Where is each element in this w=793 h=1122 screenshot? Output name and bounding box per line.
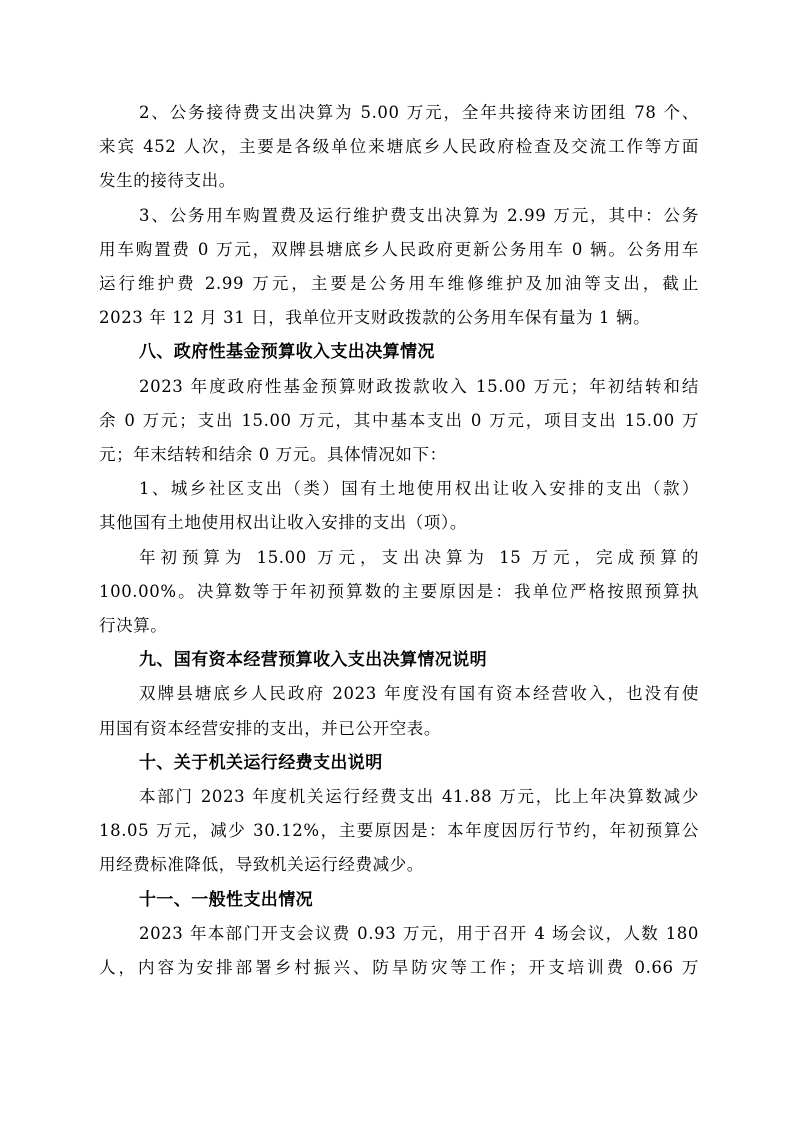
paragraph-budget-completion [99, 541, 699, 644]
text-line: 发生的接待支出。 [99, 171, 236, 191]
text-line: 3、公务用车购置费及运行维护费支出决算为 2.99 万元，其中：公务 [139, 205, 699, 225]
paragraph-fund-budget [99, 370, 699, 473]
text-line: 1、城乡社区支出（类）国有土地使用权出让收入安排的支出（款） [139, 479, 699, 499]
text-line: 元；年末结转和结余 0 万元。具体情况如下： [99, 445, 447, 465]
section-heading-9: 九、国有资本经营预算收入支出决算情况说明 [139, 650, 487, 671]
paragraph-state-capital [99, 677, 699, 745]
text-line: 18.05 万元，减少 30.12%，主要原因是：本年度因厉行节约，年初预算公 [99, 821, 699, 841]
paragraph-vehicle-expense [99, 199, 699, 336]
text-line: 双牌县塘底乡人民政府 2023 年度没有国有资本经营收入，也没有使 [139, 684, 699, 704]
text-line: 用国有资本经营安排的支出，并已公开空表。 [99, 718, 441, 738]
section-heading-8: 八、政府性基金预算收入支出决算情况 [139, 342, 435, 363]
text-line: 2023 年本部门开支会议费 0.93 万元，用于召开 4 场会议，人数 180 [139, 923, 699, 943]
text-line: 用经费标准降低，导致机关运行经费减少。 [99, 855, 424, 875]
text-line: 2023 年度政府性基金预算财政拨款收入 15.00 万元；年初结转和结 [139, 376, 699, 396]
section-heading-11: 十一、一般性支出情况 [139, 889, 313, 910]
paragraph-land-expense [99, 472, 699, 540]
text-line: 2023 年 12 月 31 日，我单位开支财政拨款的公务用车保有量为 1 辆。 [99, 308, 651, 328]
paragraph-reception-expense [99, 96, 699, 199]
paragraph-operating-expense [99, 780, 699, 883]
text-line: 余 0 万元；支出 15.00 万元，其中基本支出 0 万元，项目支出 15.00 万 [99, 410, 699, 430]
text-line: 用车购置费 0 万元，双牌县塘底乡人民政府更新公务用车 0 辆。公务用车 [99, 239, 699, 259]
text-line: 行决算。 [99, 616, 168, 636]
text-line: 本部门 2023 年度机关运行经费支出 41.88 万元，比上年决算数减少 [139, 787, 699, 807]
section-heading-10: 十、关于机关运行经费支出说明 [139, 752, 383, 773]
text-line: 运行维护费 2.99 万元，主要是公务用车维修维护及加油等支出，截止 [99, 274, 699, 294]
text-line: 人，内容为安排部署乡村振兴、防旱防灾等工作；开支培训费 0.66 万 [99, 958, 699, 978]
text-line: 2、公务接待费支出决算为 5.00 万元，全年共接待来访团组 78 个、 [139, 103, 699, 122]
text-line: 100.00%。决算数等于年初预算数的主要原因是：我单位严格按照预算执 [99, 581, 699, 601]
document-body [99, 96, 699, 985]
paragraph-general-expense [99, 917, 699, 985]
text-line: 来宾 452 人次，主要是各级单位来塘底乡人民政府检查及交流工作等方面 [99, 137, 699, 157]
text-line: 年初预算为 15.00 万元，支出决算为 15 万元，完成预算的 [139, 547, 699, 567]
text-line: 其他国有土地使用权出让收入安排的支出（项）。 [99, 513, 467, 533]
